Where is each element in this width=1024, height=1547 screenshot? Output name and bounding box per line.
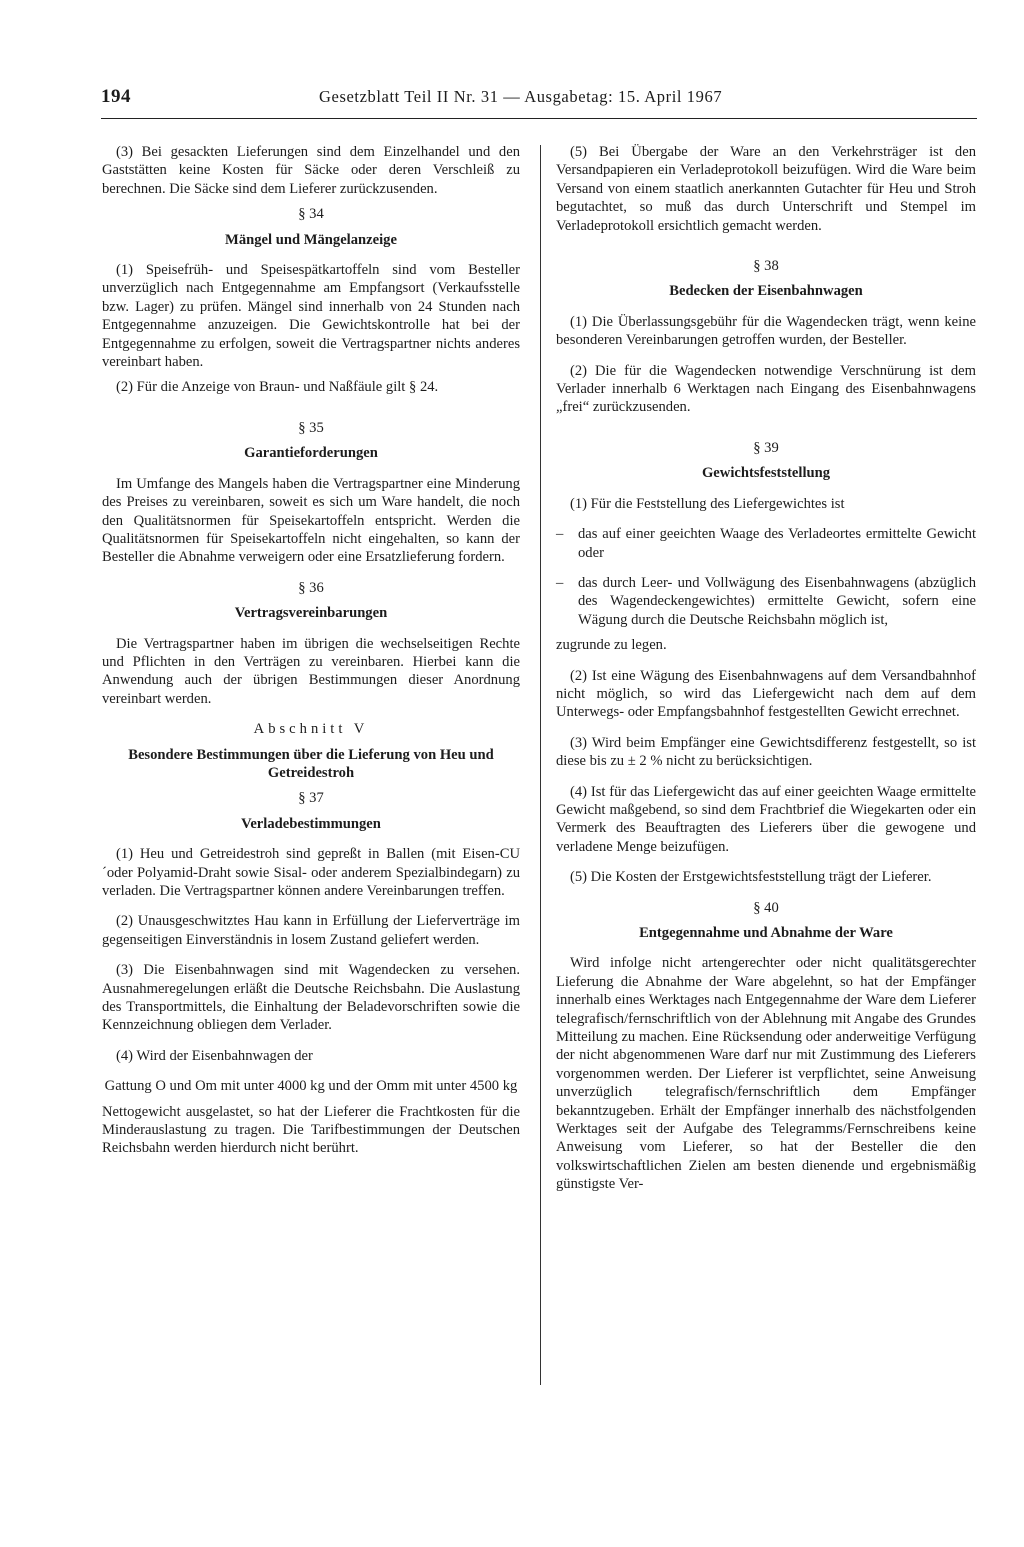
running-title: Gesetzblatt Teil II Nr. 31 — Ausgabetag: 15. April 1967	[319, 87, 723, 106]
section-35-number: § 35	[298, 419, 324, 436]
section-36-number: § 36	[298, 579, 324, 596]
paragraph-s39-4: (4) Ist für das Liefergewicht das auf einer geeichten Waage ermittelte Gewicht maßgebend, so sind dem Frachtbrief die Wiegekarten oder ein Vermerk des Beauftragten des Lieferers über die gewogene und verladene Menge beizufügen.	[556, 783, 976, 855]
header-rule	[101, 118, 977, 119]
paragraph-s38-1: (1) Die Überlassungsgebühr für die Wagendecken trägt, wenn keine besonderen Vereinbarungen getroffen wurden, der Besteller.	[556, 313, 976, 349]
paragraph-s39-2: (2) Ist eine Wägung des Eisenbahnwagens auf dem Versandbahnhof nicht möglich, so wird das Liefergewicht nach dem auf dem Unterwegs- oder Empfangsbahnhof festgestellten Gewicht errechnet.	[556, 667, 976, 721]
page-header	[101, 86, 977, 116]
section-38-number: § 38	[753, 258, 779, 275]
paragraph-s37-4-centered: Gattung O und Om mit unter 4000 kg und der Omm mit unter 4500 kg	[104, 1078, 518, 1095]
section-37-title: Verladebestimmungen	[241, 815, 381, 832]
section-37-number: § 37	[298, 790, 324, 807]
paragraph-s33-3: (3) Bei gesackten Lieferungen sind dem Einzelhandel und den Gaststätten keine Kosten für Säcke oder deren Verschleiß zu berechnen. Die Säcke sind dem Lieferer zurückzusenden.	[102, 144, 520, 197]
section-38-title: Bedecken der Eisenbahnwagen	[669, 283, 863, 300]
section-36-title: Vertragsvereinbarungen	[234, 605, 388, 622]
paragraph-s37-5: (5) Bei Übergabe der Ware an den Verkehrsträger ist den Versandpapieren ein Verladeprotokoll beizufügen. Wird die Ware beim Versand von einem staatlich anerkannten Gutachter für Heu und Stroh begutachtet, so muß das durch Unterschrift und Stempel im Verladeprotokoll ersichtlich gemacht werden.	[556, 144, 976, 234]
section-34-title: Mängel und Mängelanzeige	[225, 231, 397, 248]
paragraph-s37-4-end: Nettogewicht ausgelastet, so hat der Lieferer die Frachtkosten für die Minderauslastung zu tragen. Die Tarifbestimmungen der Deutschen Reichsbahn werden hierdurch nicht berührt.	[102, 1103, 520, 1157]
section-35-title: Garantieforderungen	[244, 445, 378, 462]
paragraph-s34-1: (1) Speisefrüh- und Speisespätkartoffeln sind vom Besteller unverzüglich nach Entgegennahme am Empfangsort (Verkaufsstelle bzw. Lager) zu prüfen. Mängel sind innerhalb von 24 Stunden nach Entgegennahme anzuzeigen. Die Gewichtskontrolle hat bei der Entgegennahme zu erfolgen, soweit die Vertragspartner nichts anderes vereinbart haben.	[102, 262, 520, 371]
paragraph-s37-2: (2) Unausgeschwitztes Hau kann in Erfüllung der Lieferverträge im gegenseitigen Einverständnis in losem Zustand geliefert werden.	[102, 913, 520, 948]
paragraph-s34-2: (2) Für die Anzeige von Braun- und Naßfäule gilt § 24.	[116, 379, 439, 396]
paragraph-s39-3: (3) Wird beim Empfänger eine Gewichtsdifferenz festgestellt, so ist diese bis zu ± 2 % nicht zu berücksichtigen.	[556, 734, 976, 770]
paragraph-s37-1: (1) Heu und Getreidestroh sind gepreßt in Ballen (mit Eisen-CU´oder Polyamid-Draht sowie Sisal- oder anderem Spezialbindegarn) zu verladen. Die Vertragspartner können andere Vereinbarungen treffen.	[102, 846, 520, 899]
list-item	[556, 525, 976, 562]
page-number: 194	[101, 86, 131, 107]
dash-marker: –	[556, 526, 564, 543]
paragraph-s38-2: (2) Die für die Wagendecken notwendige Verschnürung ist dem Verlader innerhalb 6 Werktagen nach Eingang des Eisenbahnwagens „frei“ zurückzusenden.	[556, 362, 976, 416]
chapter-title: Besondere Bestimmungen über die Lieferung von Heu und Getreidestroh	[128, 746, 494, 781]
list-item	[556, 574, 976, 629]
chapter-heading: Abschnitt V	[253, 721, 369, 738]
right-column	[556, 143, 976, 1194]
section-34-number: § 34	[298, 206, 324, 223]
paragraph-s36-1: Die Vertragspartner haben im übrigen die wechselseitigen Rechte und Pflichten in den Verträgen zu vereinbaren. Hierbei kann die Anwendung auch der übrigen Bestimmungen dieser Anordnung vereinbart werden.	[102, 635, 520, 707]
paragraph-s39-1-end: zugrunde zu legen.	[556, 637, 667, 654]
list-item-text: das auf einer geeichten Waage des Verladeortes ermittelte Gewicht oder	[578, 526, 976, 561]
column-divider	[540, 145, 541, 1385]
paragraph-s35-1: Im Umfange des Mangels haben die Vertragspartner eine Minderung des Preises zu vereinbaren, soweit es sich um Ware handelt, die noch den Qualitätsnormen für Speisekartoffeln entspricht. Werden die Qualitätsnormen für Speisekartoffeln nicht eingehalten, so kann der Besteller die Abnahme verweigern oder eine Ersatzlieferung fordern.	[102, 475, 520, 566]
section-39-title: Gewichtsfeststellung	[701, 465, 831, 482]
paragraph-s37-3: (3) Die Eisenbahnwagen sind mit Wagendecken zu versehen. Ausnahmeregelungen erläßt die Deutsche Reichsbahn. Die Auslastung des Transportmittels, die Einhaltung der Beladevorschriften sowie die Kennzeichnung obliegen dem Verlader.	[102, 962, 520, 1034]
list-item-text: das durch Leer- und Vollwägung des Eisenbahnwagens (abzüglich des Wagendeckengewichtes) ermittelte Gewicht, sofern eine Wägung durch die Deutsche Reichsbahn möglich ist,	[578, 574, 976, 628]
paragraph-s37-4: (4) Wird der Eisenbahnwagen der	[116, 1047, 313, 1064]
section-39-number: § 39	[753, 439, 779, 456]
left-column	[102, 143, 520, 1158]
paragraph-s39-5: (5) Die Kosten der Erstgewichtsfeststellung trägt der Lieferer.	[570, 869, 932, 886]
section-40-number: § 40	[753, 899, 779, 916]
section-40-title: Entgegennahme und Abnahme der Ware	[639, 925, 893, 941]
paragraph-s39-1: (1) Für die Feststellung des Liefergewichtes ist	[570, 495, 845, 512]
paragraph-s40-1: Wird infolge nicht artengerechter oder nicht qualitätsgerechter Lieferung die Abnahme der Ware abgelehnt, so hat der Empfänger innerhalb eines Werktages nach Entgegennahme der Ware dem Lieferer telegrafisch/fernschriftlich von der Ablehnung mit Angabe des Grundes Mitteilung zu machen. Eine Rücksendung oder anderweitige Verfügung der nicht abgenommenen Ware darf nur mit Zustimmung des Lieferers vorgenommen werden. Der Lieferer ist verpflichtet, seine Anweisung unverzüglich telegrafisch/fernschriftlich dem Empfänger bekanntzugeben. Erhält der Empfänger innerhalb des nächstfolgenden Werktages seit der Aufgabe des Telegramms/Fernschreibens keine Anweisung vom Lieferer, so hat der Besteller die den volkswirtschaftlichen Zielen am besten dienende und ergebnismäßig günstigste Ver-	[556, 955, 976, 1193]
dash-marker: –	[556, 574, 564, 591]
